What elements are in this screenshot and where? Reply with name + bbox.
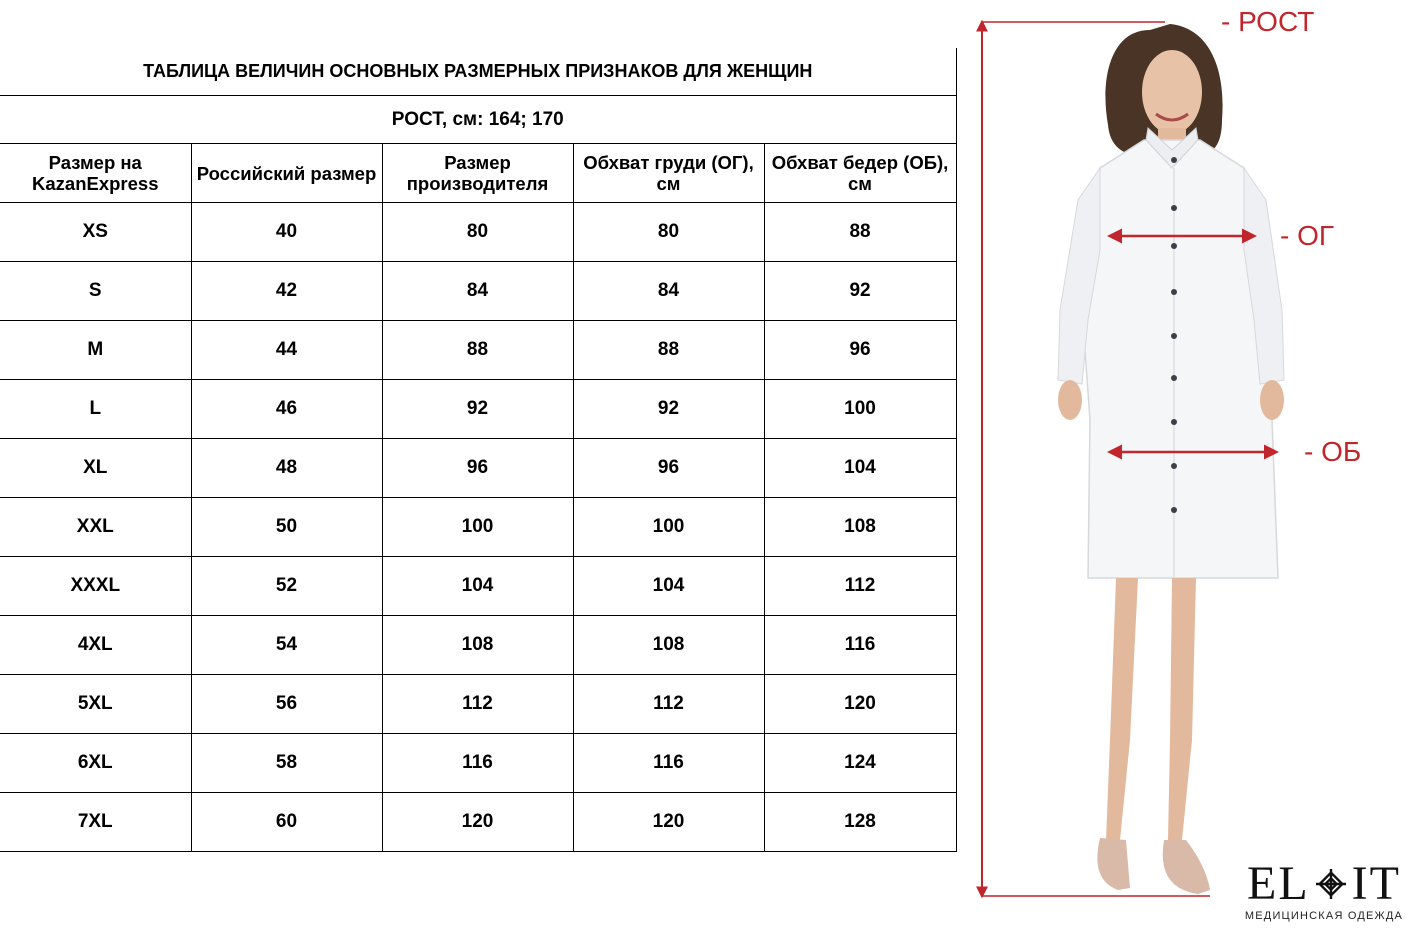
chest-label: - ОГ: [1280, 220, 1335, 251]
table-cell: 58: [191, 734, 382, 793]
logo-right-letters: IT: [1351, 857, 1401, 910]
table-cell: 48: [191, 439, 382, 498]
column-header-5: [764, 144, 956, 203]
table-row: [0, 793, 956, 852]
table-cell: M: [0, 321, 191, 380]
table-cell: 108: [382, 616, 573, 675]
table-cell: XS: [0, 203, 191, 262]
table-row: [0, 380, 956, 439]
column-header-3: [382, 144, 573, 203]
column-header-line: см: [656, 173, 681, 194]
hips-label: - ОБ: [1304, 436, 1362, 467]
column-header-line: Размер: [444, 152, 511, 173]
table-cell: 108: [573, 616, 764, 675]
table-cell: 54: [191, 616, 382, 675]
column-header-line: Размер на: [48, 152, 142, 173]
logo-left-letters: EL: [1247, 857, 1310, 910]
table-cell: 120: [573, 793, 764, 852]
table-row: [0, 439, 956, 498]
table-cell: 50: [191, 498, 382, 557]
column-header-line: Обхват бедер (ОБ),: [771, 152, 949, 173]
table-cell: S: [0, 262, 191, 321]
table-row: [0, 321, 956, 380]
table-cell: 80: [382, 203, 573, 262]
table-cell: 100: [764, 380, 956, 439]
column-header-line: см: [848, 173, 872, 194]
column-header-1: [0, 144, 191, 203]
height-line: РОСТ, см: 164; 170: [0, 96, 956, 144]
table-cell: 84: [573, 262, 764, 321]
table-cell: 88: [764, 203, 956, 262]
table-cell: XXXL: [0, 557, 191, 616]
table-cell: 88: [382, 321, 573, 380]
table-cell: 120: [382, 793, 573, 852]
right-shoe: [1163, 840, 1210, 894]
column-header-line: Обхват груди (ОГ),: [583, 152, 754, 173]
table-cell: 112: [764, 557, 956, 616]
column-header-4: [573, 144, 764, 203]
column-header-line: производителя: [406, 173, 549, 194]
table-cell: 100: [573, 498, 764, 557]
table-cell: 104: [764, 439, 956, 498]
table-title: ТАБЛИЦА ВЕЛИЧИН ОСНОВНЫХ РАЗМЕРНЫХ ПРИЗНАКОВ ДЛЯ ЖЕНЩИН: [0, 48, 956, 96]
table-row: [0, 616, 956, 675]
column-header-line: KazanExpress: [32, 173, 159, 194]
logo-tagline: МЕДИЦИНСКАЯ ОДЕЖДА: [1244, 910, 1404, 922]
table-cell: 46: [191, 380, 382, 439]
table-cell: 40: [191, 203, 382, 262]
table-row: [0, 557, 956, 616]
table-row: [0, 734, 956, 793]
table-cell: 112: [382, 675, 573, 734]
model-figure: [960, 0, 1427, 928]
table-cell: 128: [764, 793, 956, 852]
table-cell: 56: [191, 675, 382, 734]
table-cell: 96: [382, 439, 573, 498]
table-cell: 124: [764, 734, 956, 793]
table-cell: 116: [382, 734, 573, 793]
table-cell: 52: [191, 557, 382, 616]
table-cell: 42: [191, 262, 382, 321]
table-cell: 5XL: [0, 675, 191, 734]
right-leg: [1168, 578, 1196, 840]
table-cell: 120: [764, 675, 956, 734]
table-cell: 104: [382, 557, 573, 616]
table-row: [0, 262, 956, 321]
table-cell: 6XL: [0, 734, 191, 793]
table-cell: 88: [573, 321, 764, 380]
table-row: [0, 203, 956, 262]
table-cell: 92: [764, 262, 956, 321]
table-cell: 80: [573, 203, 764, 262]
column-header-2: [191, 144, 382, 203]
table-cell: 116: [764, 616, 956, 675]
table-cell: XXL: [0, 498, 191, 557]
height-label: - РОСТ: [1221, 6, 1315, 37]
table-cell: 104: [573, 557, 764, 616]
table-cell: XL: [0, 439, 191, 498]
column-header-line: Российский размер: [196, 162, 377, 184]
knot-icon: [1314, 867, 1348, 901]
table-cell: L: [0, 380, 191, 439]
size-table: [0, 48, 957, 852]
table-cell: 112: [573, 675, 764, 734]
table-cell: 4XL: [0, 616, 191, 675]
table-cell: 96: [573, 439, 764, 498]
brand-logo: [1244, 857, 1404, 922]
table-cell: 84: [382, 262, 573, 321]
table-cell: 7XL: [0, 793, 191, 852]
table-row: [0, 675, 956, 734]
table-cell: 100: [382, 498, 573, 557]
table-cell: 96: [764, 321, 956, 380]
table-cell: 108: [764, 498, 956, 557]
left-shoe: [1097, 838, 1130, 890]
table-cell: 92: [573, 380, 764, 439]
table-row: [0, 498, 956, 557]
table-cell: 92: [382, 380, 573, 439]
table-cell: 44: [191, 321, 382, 380]
table-cell: 116: [573, 734, 764, 793]
table-cell: 60: [191, 793, 382, 852]
left-leg: [1106, 578, 1138, 840]
